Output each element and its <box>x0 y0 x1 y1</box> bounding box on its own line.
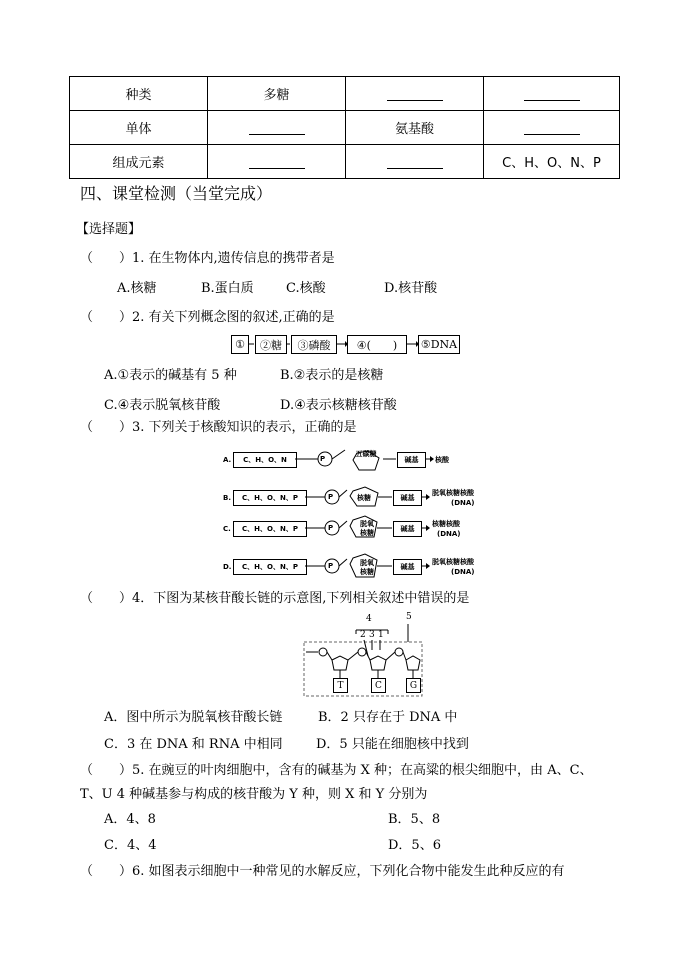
question-6-stem: （ ）6. 如图表示细胞中一种常见的水解反应，下列化合物中能发生此种反应的有 <box>80 864 565 879</box>
concept-arrows <box>231 335 461 355</box>
table-cell <box>208 77 346 111</box>
q5-option-b: B．5、8 <box>388 812 441 827</box>
q5-option-d: D．5、6 <box>388 838 441 853</box>
elements-box: C、H、O、N <box>233 452 297 468</box>
q5-option-a: A．4、8 <box>104 812 156 827</box>
row-label: B. <box>223 494 231 502</box>
q1-option-b: B.蛋白质 <box>201 281 254 296</box>
result-sub-label: (DNA) <box>451 568 475 576</box>
q4-option-b: B．2 只存在于 DNA 中 <box>318 710 458 725</box>
table-row <box>70 145 620 179</box>
result-label: 核酸 <box>435 456 449 464</box>
label-5: 5 <box>406 612 412 622</box>
row-label: A. <box>223 456 232 464</box>
fill-blank[interactable] <box>524 120 580 135</box>
concept-box-5: ⑤DNA <box>418 335 460 354</box>
cell-text: C、H、O、N、P <box>502 156 601 171</box>
table-cell <box>70 77 208 111</box>
sugar-label: 脱氧核糖 <box>360 559 374 576</box>
fill-blank[interactable] <box>524 86 580 101</box>
result-label: 脱氧核糖核酸 <box>432 558 474 566</box>
q4-option-a: A．图中所示为脱氧核苷酸长链 <box>104 710 283 725</box>
table-cell <box>346 111 484 145</box>
elements-box: C、H、O、N、P <box>233 490 307 506</box>
label-3: 3 <box>369 630 375 640</box>
sugar-label: 五碳糖 <box>355 450 377 458</box>
base-box: 碱基 <box>393 490 422 506</box>
elements-box: C、H、O、N、P <box>233 559 307 575</box>
table-cell <box>484 111 620 145</box>
table-cell <box>484 77 620 111</box>
base-box: 碱基 <box>397 452 426 468</box>
base-box: 碱基 <box>393 559 422 575</box>
table-cell <box>346 77 484 111</box>
table-row <box>70 77 620 111</box>
cell-text: 组成元素 <box>112 156 165 171</box>
result-label: 脱氧核糖核酸 <box>432 489 474 497</box>
q2-option-a: A.①表示的碱基有 5 种 <box>104 368 237 383</box>
fill-blank[interactable] <box>387 86 443 101</box>
result-label: 核糖核酸 <box>432 520 460 528</box>
concept-box-1: ① <box>231 335 249 354</box>
fill-blank[interactable] <box>249 154 305 169</box>
label-4: 4 <box>366 614 372 624</box>
q3-row-d <box>223 553 503 583</box>
q4-option-c: C．3 在 DNA 和 RNA 中相同 <box>104 737 283 752</box>
label-1: 1 <box>378 630 384 640</box>
result-sub-label: (DNA) <box>437 530 461 538</box>
cell-text: 种类 <box>125 88 152 103</box>
table-cell <box>208 111 346 145</box>
concept-box-3: ③磷酸 <box>291 335 337 354</box>
concept-box-2: ②糖 <box>255 335 287 354</box>
table-cell <box>484 145 620 179</box>
concept-box-4: ④( ) <box>347 335 407 354</box>
table-cell <box>346 145 484 179</box>
q1-option-a: A.核糖 <box>117 281 157 296</box>
result-sub-label: (DNA) <box>451 499 475 507</box>
q5-option-c: C．4、4 <box>104 838 157 853</box>
question-1-stem: （ ）1. 在生物体内,遗传信息的携带者是 <box>80 251 335 266</box>
nucleic-acid-table <box>69 76 620 179</box>
q2-option-c: C.④表示脱氧核苷酸 <box>104 398 221 413</box>
nucleotide-chain-diagram <box>296 612 436 700</box>
subsection-title: 【选择题】 <box>76 222 142 237</box>
table-cell <box>70 111 208 145</box>
table-row <box>70 111 620 145</box>
label-2: 2 <box>360 630 366 640</box>
table-cell <box>208 145 346 179</box>
question-5-line1: （ ）5. 在豌豆的叶肉细胞中，含有的碱基为 X 种；在高粱的根尖细胞中，由 A、C、 <box>80 763 593 778</box>
row-label: D. <box>223 563 232 571</box>
question-2-stem: （ ）2. 有关下列概念图的叙述,正确的是 <box>80 310 335 325</box>
base-t: T <box>333 678 348 693</box>
fill-blank[interactable] <box>387 154 443 169</box>
q2-option-d: D.④表示核糖核苷酸 <box>280 398 397 413</box>
base-g: G <box>406 678 421 693</box>
question-4-stem: （ ）4．下图为某核苷酸长链的示意图,下列相关叙述中错误的是 <box>80 591 470 606</box>
cell-text: 多糖 <box>263 88 290 103</box>
q2-option-b: B.②表示的是核糖 <box>280 368 384 383</box>
sugar-label: 脱氧核糖 <box>360 520 374 537</box>
base-c: C <box>371 678 386 693</box>
q1-option-d: D.核苷酸 <box>384 281 438 296</box>
fill-blank[interactable] <box>249 120 305 135</box>
phosphate-label: P <box>328 562 334 570</box>
cell-text: 氨基酸 <box>394 122 434 137</box>
cell-text: 单体 <box>125 122 152 137</box>
phosphate-label: P <box>328 524 334 532</box>
table-cell <box>70 145 208 179</box>
sugar-label: 核糖 <box>357 494 371 502</box>
q1-option-c: C.核酸 <box>286 281 326 296</box>
section-title: 四、课堂检测（当堂完成） <box>80 184 273 203</box>
question-3-stem: （ ）3. 下列关于核酸知识的表示，正确的是 <box>80 420 357 435</box>
row-label: C. <box>223 525 231 533</box>
q3-row-b <box>223 484 503 512</box>
elements-box: C、H、O、N、P <box>233 521 307 537</box>
base-box: 碱基 <box>393 521 422 537</box>
phosphate-label: P <box>328 493 334 501</box>
q4-option-d: D．5 只能在细胞核中找到 <box>316 737 469 752</box>
q3-row-c <box>223 515 503 543</box>
q3-row-a <box>223 446 503 474</box>
question-5-line2: T、U 4 种碱基参与构成的核苷酸为 Y 种，则 X 和 Y 分别为 <box>80 787 428 802</box>
phosphate-label: P <box>320 455 326 463</box>
